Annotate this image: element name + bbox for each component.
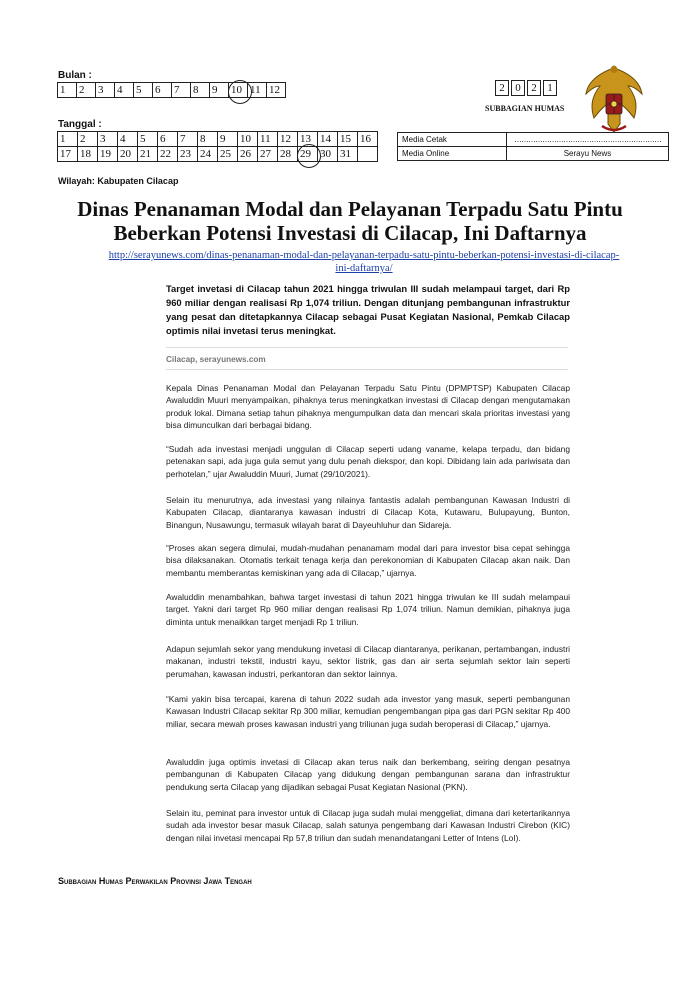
day-grid <box>57 131 378 162</box>
grid-cell-value: 22 <box>160 148 171 160</box>
media-online-value: Serayu News <box>507 147 669 161</box>
grid-cell <box>258 147 278 162</box>
grid-cell <box>134 83 153 98</box>
wilayah-label: Wilayah: Kabupaten Cilacap <box>58 176 179 186</box>
article-url[interactable] <box>54 249 674 275</box>
grid-cell-value: 8 <box>193 84 199 96</box>
grid-cell <box>118 147 138 162</box>
paragraph: Selain itu menurutnya, ada investasi yang nilainya fantastis adalah pembangunan Kawasan Industri di Kabupaten Cilacap, diantaranya kawasan industri di Cilacap Kota, Kutawaru, Bulupayung, Bunton, Binangun, Nusawungu, termasuk wilayah barat di Dayeuhluhur dan Sidareja. <box>166 495 570 530</box>
grid-cell-value: 4 <box>120 133 126 145</box>
paragraph: “Sudah ada investasi menjadi unggulan di Cilacap seperti udang vaname, kelapa terpadu, dan bidang petenakan sapi, ada juga gula semut yang dulu penah diekspor, dan kopi. Dibidang lain ada pariwisata dan perhotelan,” ujar Awaluddin Muuri, Jumat (29/10/2021). <box>166 444 570 479</box>
grid-cell-value: 1 <box>60 133 66 145</box>
grid-cell <box>198 132 218 147</box>
grid-cell <box>210 83 229 98</box>
grid-cell-value: 1 <box>60 84 66 96</box>
grid-cell-value: 20 <box>120 148 131 160</box>
year-digit: 2 <box>527 80 541 96</box>
grid-cell-value: 30 <box>320 148 331 160</box>
grid-cell-value: 25 <box>220 148 231 160</box>
grid-cell-value: 2 <box>79 84 85 96</box>
paragraph: “Kami yakin bisa tercapai, karena di tahun 2022 sudah ada investor yang masuk, seperti pembangunan Kawasan Industri Cilacap sekitar Rp 300 miliar, kemudian pengembangan pipa gas dari PGN sekitar Rp 400 miliar, secara mewah proses kawasan industri yang triliunan juga sudah beroperasi di Cilacap,” ujarnya. <box>166 694 570 729</box>
media-cetak-value: ……………………………………………………… <box>507 133 669 147</box>
grid-cell-value: 6 <box>155 84 161 96</box>
grid-cell-value: 10 <box>231 84 242 96</box>
grid-cell-value: 11 <box>260 133 271 145</box>
grid-cell-value: 16 <box>360 133 371 145</box>
grid-cell <box>191 83 210 98</box>
grid-cell-value: 13 <box>300 133 311 145</box>
grid-cell-value: 29 <box>300 148 311 160</box>
grid-cell <box>267 83 286 98</box>
grid-cell <box>153 83 172 98</box>
url-line-1[interactable]: http://serayunews.com/dinas-penanaman-modal-dan-pelayanan-terpadu-satu-pintu-beberkan-potensi-investasi-di-cilacap- <box>108 250 620 261</box>
grid-cell <box>78 147 98 162</box>
footer-label: Subbagian Humas Perwakilan Provinsi Jawa Tengah <box>58 876 252 886</box>
grid-cell <box>172 83 191 98</box>
grid-cell <box>238 147 258 162</box>
grid-cell <box>298 147 318 162</box>
tanggal-label: Tanggal : <box>58 119 102 130</box>
grid-cell-value: 23 <box>180 148 191 160</box>
grid-cell <box>77 83 96 98</box>
grid-cell <box>58 83 77 98</box>
paragraph: Adapun sejumlah sekor yang mendukung invetasi di Cilacap diantaranya, perikanan, pertambangan, industri makanan, industri tekstil, industri kayu, sektor listrik, gas dan air serta sejumlah sektor lain seperti perumahan, kawasan industri, perkantoran dan sektor lainnya. <box>166 644 570 679</box>
article-source: Cilacap, serayunews.com <box>166 355 266 364</box>
grid-cell <box>258 132 278 147</box>
divider <box>166 347 568 348</box>
media-table <box>397 132 669 161</box>
grid-cell-value: 9 <box>220 133 226 145</box>
paragraph: Awaluddin juga optimis invetasi di Cilacap akan terus naik dan berkembang, seiring dengan pesatnya pembangunan di Kabupaten Cilacap yang didukung dengan pembangunan sarana dan infrastruktur pendukung serta Cilacap yang dijadikan sebagai Pusat Kegiatan Nasional (PKN). <box>166 757 570 792</box>
grid-cell-value: 5 <box>140 133 146 145</box>
grid-cell-value: 26 <box>240 148 251 160</box>
grid-cell-value: 24 <box>200 148 211 160</box>
grid-cell-value: 7 <box>180 133 186 145</box>
grid-cell-value: 28 <box>280 148 291 160</box>
grid-cell-value: 4 <box>117 84 123 96</box>
grid-cell-value: 7 <box>174 84 180 96</box>
year-digit: 1 <box>543 80 557 96</box>
year-digit: 0 <box>511 80 525 96</box>
grid-cell <box>198 147 218 162</box>
title-line-1: Dinas Penanaman Modal dan Pelayanan Terpadu Satu Pintu <box>77 197 623 221</box>
grid-cell-value: 10 <box>240 133 251 145</box>
grid-cell-value: 11 <box>250 84 261 96</box>
grid-cell <box>178 132 198 147</box>
grid-cell-value: 6 <box>160 133 166 145</box>
grid-cell <box>96 83 115 98</box>
grid-cell <box>118 132 138 147</box>
grid-cell <box>358 147 378 162</box>
divider <box>166 369 568 370</box>
paragraph: Selain itu, peminat para investor untuk di Cilacap juga sudah mulai menggeliat, dimana dari ketertarikannya sudah ada investor besar masuk Cilacap, salah satunya pengembang dari Kawasan Industri Cirebon (KIC) dengan nilai invetasi mencapai Rp 57,8 triliun dan sudah menandatangani Letter of Intens (LoI). <box>166 808 570 843</box>
grid-cell <box>229 83 248 98</box>
paragraph: Kepala Dinas Penanaman Modal dan Pelayanan Terpadu Satu Pintu (DPMPTSP) Kabupaten Cilacap Awaluddin Muuri menyampaikan, pihaknya terus meningkatkan investasi di Cilacap dengan mengutamakan produk lokal. Dimana setiap tahun pihaknya mengumpulkan data dan mencari skala prioritas investasi yang bisa dimunculkan dari berbagai bidang. <box>166 383 570 431</box>
grid-cell <box>78 132 98 147</box>
grid-cell-value: 12 <box>269 84 280 96</box>
grid-cell-value: 3 <box>100 133 106 145</box>
grid-cell <box>98 147 118 162</box>
grid-cell <box>58 132 78 147</box>
unit-label: SUBBAGIAN HUMAS <box>485 104 565 113</box>
grid-cell-value: 15 <box>340 133 351 145</box>
grid-cell-value: 27 <box>260 148 271 160</box>
grid-cell <box>58 147 78 162</box>
grid-cell <box>358 132 378 147</box>
grid-cell <box>178 147 198 162</box>
paragraph: “Proses akan segera dimulai, mudah-mudahan penanamam modal dari para investor bisa cepat sehingga bisa dilaksanakan. Otomatis terkait tenaga kerja dan perekonomian di Kabupaten Cilacap akan naik. Dan membantu memberantas kemiskinan yang ada di Cilacap,” ujarnya. <box>166 543 570 578</box>
media-online-label: Media Online <box>398 147 507 161</box>
grid-cell-value: 3 <box>98 84 104 96</box>
grid-cell-value: 8 <box>200 133 206 145</box>
grid-cell <box>318 132 338 147</box>
grid-cell-value: 12 <box>280 133 291 145</box>
grid-cell <box>138 132 158 147</box>
grid-cell <box>218 147 238 162</box>
paragraph: Awaluddin menambahkan, bahwa target investasi di tahun 2021 hingga triwulan ke III sudah melampaui target. Yakni dari target Rp 960 miliar dengan realisasi Rp 1,074 triliun. Namun demikian, pihaknya juga diminta untuk menaikkan target menjadi Rp 1 triliun. <box>166 592 570 627</box>
grid-cell <box>115 83 134 98</box>
grid-cell <box>138 147 158 162</box>
grid-cell <box>338 147 358 162</box>
bulan-label: Bulan : <box>58 70 92 81</box>
article-title <box>40 197 660 245</box>
grid-cell-value: 14 <box>320 133 331 145</box>
grid-cell <box>278 147 298 162</box>
grid-cell-value: 2 <box>80 133 86 145</box>
url-line-2[interactable]: ini-daftarnya/ <box>335 263 393 274</box>
grid-cell-value: 19 <box>100 148 111 160</box>
grid-cell-value: 18 <box>80 148 91 160</box>
grid-cell-value: 31 <box>340 148 351 160</box>
media-cetak-label: Media Cetak <box>398 133 507 147</box>
grid-cell-value: 5 <box>136 84 142 96</box>
year-boxes <box>493 80 559 96</box>
garuda-emblem <box>582 62 646 136</box>
grid-cell <box>238 132 258 147</box>
grid-cell <box>158 132 178 147</box>
year-digit: 2 <box>495 80 509 96</box>
grid-cell <box>278 132 298 147</box>
grid-cell <box>98 132 118 147</box>
grid-cell-value: 9 <box>212 84 218 96</box>
grid-cell-value: 21 <box>140 148 151 160</box>
article-lead: Target invetasi di Cilacap tahun 2021 hingga triwulan III sudah melampaui target, dari Rp 960 miliar dengan realisasi Rp 1,074 triliun. Dengan ditunjang pembangunan infrastruktur yang pesat dan ditetapkannya Cilacap sebagai Pusat Kegiatan Nasional, Pemkab Cilacap optimis nilai invetasi terus meningkat. <box>166 283 570 336</box>
grid-cell <box>338 132 358 147</box>
grid-cell-value: 17 <box>60 148 71 160</box>
title-line-2: Beberkan Potensi Investasi di Cilacap, Ini Daftarnya <box>113 221 587 245</box>
grid-cell <box>158 147 178 162</box>
grid-cell <box>218 132 238 147</box>
month-grid <box>57 82 286 98</box>
